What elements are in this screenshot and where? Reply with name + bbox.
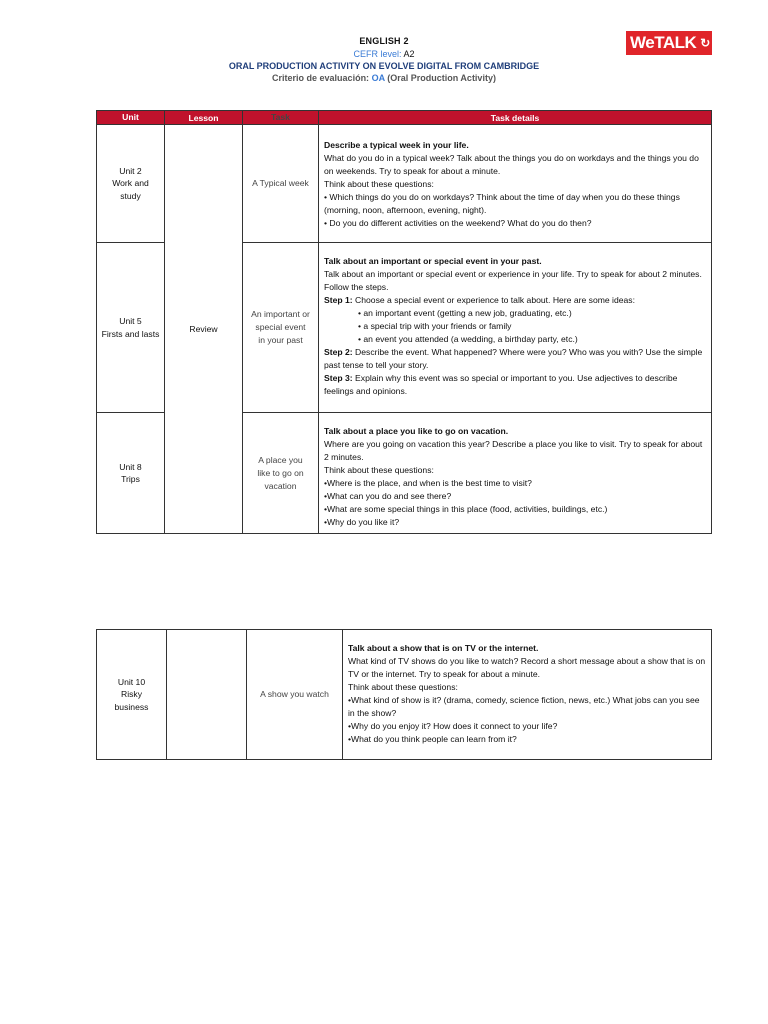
- unit-number: Unit 2: [119, 165, 142, 176]
- lesson-cell: Review: [165, 125, 243, 534]
- unit-number: Unit 5: [119, 316, 142, 326]
- details-line: •Why do you like it?: [324, 517, 400, 527]
- details-heading: Talk about an important or special event in your past.: [324, 256, 542, 266]
- details-line: • an important event (getting a new job, graduating, etc.): [358, 308, 572, 318]
- table-header-row: [97, 111, 712, 125]
- details-line: Think about these questions:: [324, 179, 434, 189]
- unit-cell: [97, 243, 165, 413]
- criterio-line: [0, 73, 768, 83]
- details-line: What do you do in a typical week? Talk about the things you do on workdays and the things you do on weekends. Try to speak for about a minute.: [324, 153, 699, 176]
- doc-subtitle: ORAL PRODUCTION ACTIVITY ON EVOLVE DIGITAL FROM CAMBRIDGE: [228, 61, 540, 71]
- task-cell: An important or special event in your past: [243, 243, 319, 413]
- col-header-task: Task: [243, 111, 319, 125]
- cefr-value: A2: [403, 49, 415, 59]
- details-heading: Talk about a place you like to go on vacation.: [324, 426, 509, 436]
- unit-number: Unit 10: [117, 676, 146, 687]
- logo-text: WeTALK: [630, 33, 697, 52]
- activity-table: [96, 110, 712, 534]
- unit-name: Work and study: [112, 178, 149, 201]
- details-step: [324, 346, 706, 372]
- cefr-label: CEFR level:: [353, 49, 402, 59]
- table-row: [97, 125, 712, 243]
- details-step: [324, 372, 706, 398]
- criterio-code: OA: [371, 73, 385, 83]
- criterio-label: Criterio de evaluación:: [272, 73, 370, 83]
- task-cell: A Typical week: [243, 125, 319, 243]
- details-line: • an event you attended (a wedding, a birthday party, etc.): [358, 334, 578, 344]
- col-header-lesson: Lesson: [165, 111, 243, 125]
- details-cell: [319, 243, 712, 413]
- col-header-unit: Unit: [97, 111, 165, 125]
- details-line: •What are some special things in this place (food, activities, buildings, etc.): [324, 504, 608, 514]
- details-line: •What can you do and see there?: [324, 491, 452, 501]
- details-line: •What do you think people can learn from it?: [348, 734, 517, 744]
- details-heading: Describe a typical week in your life.: [324, 140, 469, 150]
- details-line: •What kind of show is it? (drama, comedy, science fiction, news, etc.) What jobs can you see in the show?: [348, 695, 700, 718]
- details-line: •Why do you enjoy it? How does it connect to your life?: [348, 721, 558, 731]
- details-line: • Which things do you do on workdays? Think about the time of day when you do these things (morning, noon, afternoon, evening, night).: [324, 192, 680, 215]
- details-line: Think about these questions:: [348, 682, 458, 692]
- table-row: [97, 630, 712, 760]
- details-line: • Do you do different activities on the weekend? What do you do then?: [324, 218, 592, 228]
- step-label: Step 1:: [324, 295, 353, 305]
- unit-number: Unit 8: [119, 461, 142, 472]
- lesson-cell: [167, 630, 247, 760]
- doc-title: ENGLISH 2: [359, 36, 409, 46]
- unit-name: Trips: [121, 474, 140, 484]
- details-line: Where are you going on vacation this year? Describe a place you like to visit. Try to speak for about 2 minutes.: [324, 439, 703, 462]
- unit-name: Risky business: [114, 689, 149, 712]
- details-step: [324, 294, 706, 307]
- step-text: Describe the event. What happened? Where were you? Who was you with? Use the simple past tense to tell your story.: [324, 347, 703, 370]
- details-heading: Talk about a show that is on TV or the internet.: [348, 643, 539, 653]
- details-line: •Where is the place, and when is the best time to visit?: [324, 478, 532, 488]
- task-cell: A show you watch: [247, 630, 343, 760]
- step-text: Choose a special event or experience to talk about. Here are some ideas:: [352, 295, 635, 305]
- wetalk-logo: [626, 31, 712, 55]
- details-line: Talk about an important or special event or experience in your life. Try to speak for about 2 minutes. Follow the steps.: [324, 269, 702, 292]
- step-label: Step 3:: [324, 373, 353, 383]
- unit-cell: [97, 125, 165, 243]
- criterio-desc: (Oral Production Activity): [387, 73, 496, 83]
- details-cell: [319, 125, 712, 243]
- unit-cell: [97, 630, 167, 760]
- task-cell: A place you like to go on vacation: [243, 413, 319, 534]
- step-text: Explain why this event was so special or important to you. Use adjectives to describe feelings and opinions.: [324, 373, 678, 396]
- details-line: What kind of TV shows do you like to watch? Record a short message about a show that is on TV or the internet. Try to speak for about a minute.: [348, 656, 706, 679]
- details-cell: [343, 630, 712, 760]
- step-label: Step 2:: [324, 347, 353, 357]
- details-cell: [319, 413, 712, 534]
- col-header-details: Task details: [319, 111, 712, 125]
- unit-cell: [97, 413, 165, 534]
- logo-swirl-icon: ↻: [700, 36, 710, 50]
- activity-table-continued: [96, 629, 712, 760]
- details-line: Think about these questions:: [324, 465, 434, 475]
- unit-name: Firsts and lasts: [101, 328, 160, 339]
- details-line: • a special trip with your friends or family: [358, 321, 512, 331]
